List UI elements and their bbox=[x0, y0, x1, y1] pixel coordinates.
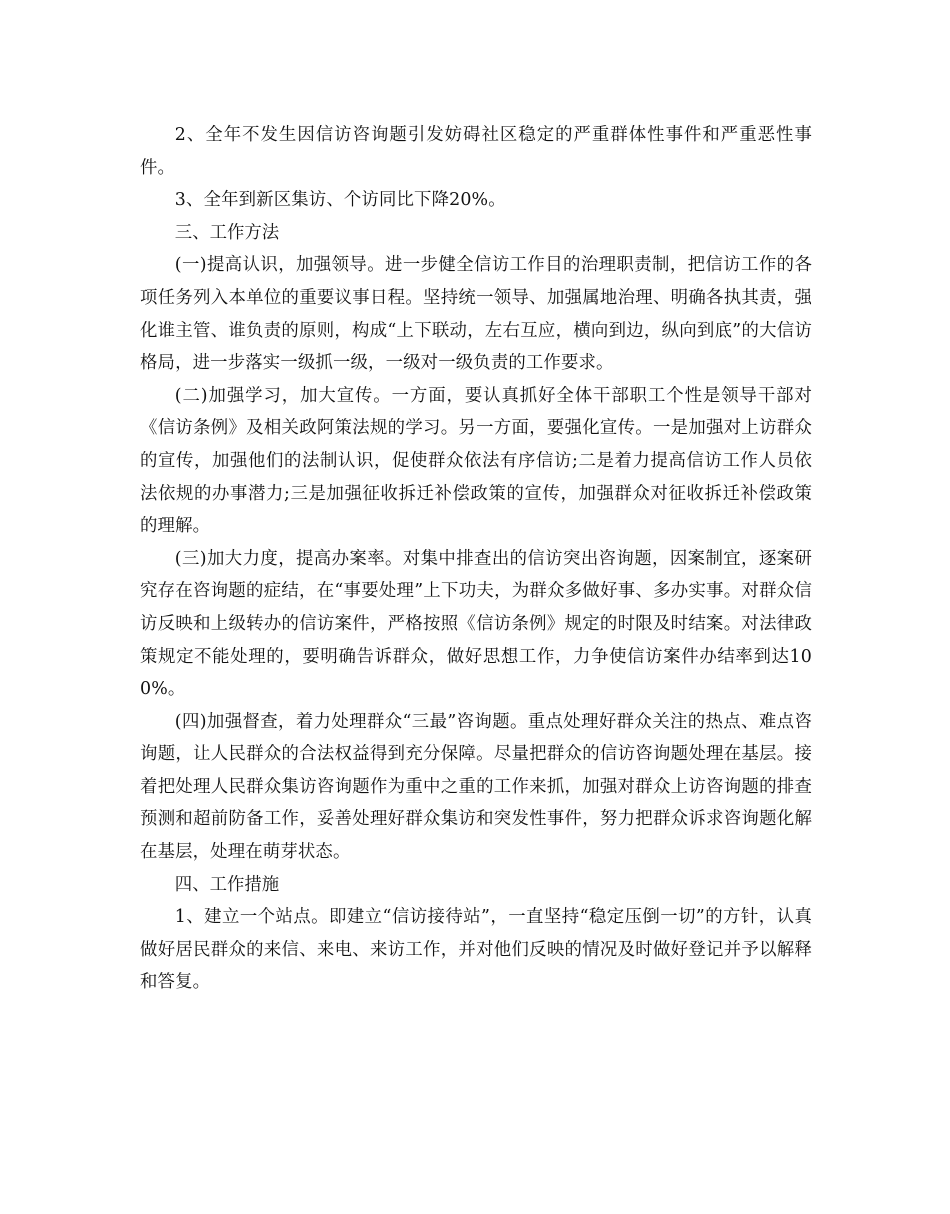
paragraph-goal-3: 3、全年到新区集访、个访同比下降20%。 bbox=[174, 190, 506, 211]
paragraph-measure-1: 1、建立一个站点。即建立“信访接待站”，一直坚持“稳定压倒一切”的方针，认真做好居民群众的来信、来电、来访工作，并对他们反映的情况及时做好登记并予以解释和答复。 bbox=[140, 907, 812, 993]
paragraph-method-1: (一)提高认识，加强领导。进一步健全信访工作目的治理职责制，把信访工作的各项任务列入本单位的重要议事日程。坚持统一领导、加强属地治理、明确各执其责，强化谁主管、谁负责的原则，构成“上下联动，左右互应，横向到边，纵向到底”的大信访格局，进一步落实一级抓一级，一级对一级负责的工作要求。 bbox=[140, 255, 812, 374]
document-body bbox=[140, 119, 812, 999]
section-heading-work-measures: 四、工作措施 bbox=[174, 874, 280, 895]
section-heading-work-methods: 三、工作方法 bbox=[174, 222, 280, 243]
paragraph-goal-2: 2、全年不发生因信访咨询题引发妨碍社区稳定的严重群体性事件和严重恶性事件。 bbox=[140, 125, 812, 178]
paragraph-method-3: (三)加大力度，提高办案率。对集中排查出的信访突出咨询题，因案制宜，逐案研究存在咨询题的症结，在“事要处理”上下功夫，为群众多做好事、多办实事。对群众信访反映和上级转办的信访案件，严格按照《信访条例》规定的时限及时结案。对法律政策规定不能处理的，要明确告诉群众，做好思想工作，力争使信访案件办结率到达100%。 bbox=[140, 548, 812, 700]
paragraph-method-2: (二)加强学习，加大宣传。一方面，要认真抓好全体干部职工个性是领导干部对《信访条例》及相关政阿策法规的学习。另一方面，要强化宣传。一是加强对上访群众的宣传，加强他们的法制认识，促使群众依法有序信访;二是着力提高信访工作人员依法依规的办事潜力;三是加强征收拆迁补偿政策的宣传，加强群众对征收拆迁补偿政策的理解。 bbox=[140, 385, 812, 537]
paragraph-method-4: (四)加强督查，着力处理群众“三最”咨询题。重点处理好群众关注的热点、难点咨询题，让人民群众的合法权益得到充分保障。尽量把群众的信访咨询题处理在基层。接着把处理人民群众集访咨询题作为重中之重的工作来抓，加强对群众上访咨询题的排查预测和超前防备工作，妥善处理好群众集访和突发性事件，努力把群众诉求咨询题化解在基层，处理在萌芽状态。 bbox=[140, 711, 812, 863]
